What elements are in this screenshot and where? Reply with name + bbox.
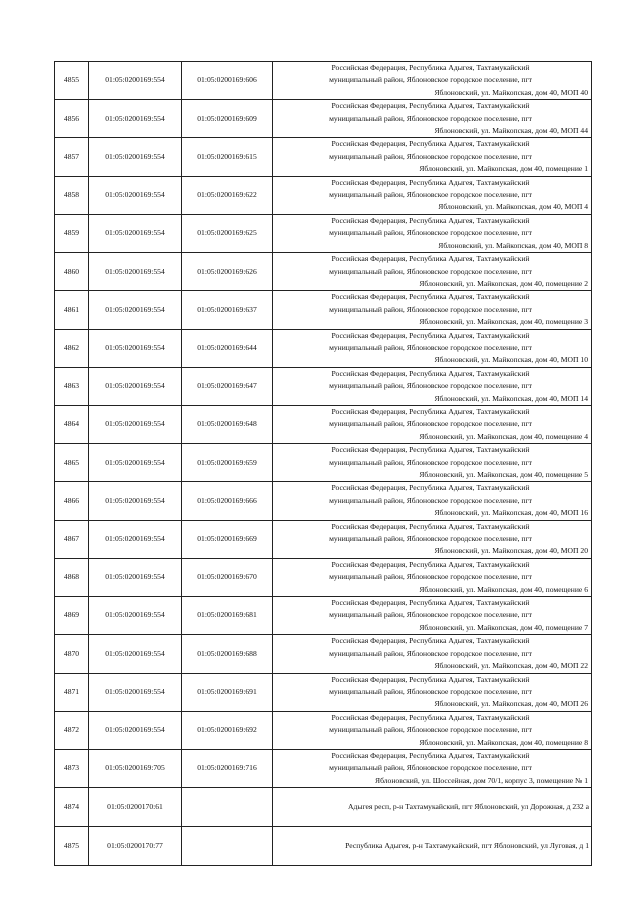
address-line: Яблоновский, ул. Майкопская, дом 40, помещение 5 (419, 470, 588, 479)
address-line: муниципальный район, Яблоновское городское поселение, пгт (329, 610, 532, 620)
address-line: муниципальный район, Яблоновское городское поселение, пгт (329, 725, 532, 735)
table-row (55, 673, 592, 711)
address-line: Российская Федерация, Республика Адыгея, Тахтамукайский (331, 559, 530, 569)
address-line: Российская Федерация, Республика Адыгея, Тахтамукайский (331, 445, 530, 455)
row-number: 4867 (55, 520, 89, 558)
row-number: 4866 (55, 482, 89, 520)
address-cell (273, 291, 592, 329)
parent-cadastral-number: 01:05:0200169:554 (89, 62, 182, 100)
address-cell (273, 329, 592, 367)
address-line: Российская Федерация, Республика Адыгея, Тахтамукайский (331, 636, 530, 646)
address-line: Российская Федерация, Республика Адыгея, Тахтамукайский (331, 63, 530, 72)
address-cell (273, 62, 592, 100)
address-line: муниципальный район, Яблоновское городское поселение, пгт (329, 419, 532, 429)
address-line: муниципальный район, Яблоновское городское поселение, пгт (329, 686, 532, 696)
address-line: муниципальный район, Яблоновское городское поселение, пгт (329, 228, 532, 238)
parent-cadastral-number: 01:05:0200170:77 (89, 827, 182, 866)
child-cadastral-number: 01:05:0200169:669 (182, 520, 273, 558)
address-line: Яблоновский, ул. Майкопская, дом 40, помещение 8 (419, 737, 588, 747)
row-number: 4869 (55, 597, 89, 635)
child-cadastral-number: 01:05:0200169:644 (182, 329, 273, 367)
address-line: Российская Федерация, Республика Адыгея, Тахтамукайский (331, 750, 530, 760)
address-line: Российская Федерация, Республика Адыгея, Тахтамукайский (331, 215, 530, 225)
row-number: 4863 (55, 367, 89, 405)
address-line: Российская Федерация, Республика Адыгея, Тахтамукайский (331, 674, 530, 684)
table-row (55, 100, 592, 138)
address-line: муниципальный район, Яблоновское городское поселение, пгт (329, 190, 532, 200)
child-cadastral-number: 01:05:0200169:688 (182, 635, 273, 673)
table-row (55, 367, 592, 405)
address-cell (273, 520, 592, 558)
table-row (55, 62, 592, 100)
child-cadastral-number: 01:05:0200169:648 (182, 405, 273, 443)
address-line: Российская Федерация, Республика Адыгея, Тахтамукайский (331, 139, 530, 149)
table-row (55, 827, 592, 866)
child-cadastral-number: 01:05:0200169:622 (182, 176, 273, 214)
child-cadastral-number: 01:05:0200169:670 (182, 558, 273, 596)
address-line: Яблоновский, ул. Шоссейная, дом 70/1, корпус 3, помещение № 1 (375, 775, 588, 785)
address-line: Российская Федерация, Республика Адыгея, Тахтамукайский (331, 598, 530, 608)
child-cadastral-number: 01:05:0200169:626 (182, 253, 273, 291)
address-line: Яблоновский, ул. Майкопская, дом 40, помещение 4 (419, 431, 588, 441)
row-number: 4875 (55, 827, 89, 866)
address-line: Яблоновский, ул. Майкопская, дом 40, помещение 2 (419, 278, 588, 288)
child-cadastral-number: 01:05:0200169:692 (182, 711, 273, 749)
parent-cadastral-number: 01:05:0200170:61 (89, 788, 182, 827)
row-number: 4856 (55, 100, 89, 138)
parent-cadastral-number: 01:05:0200169:554 (89, 176, 182, 214)
row-number: 4860 (55, 253, 89, 291)
document-page (54, 61, 589, 866)
address-cell (273, 138, 592, 176)
address-cell (273, 176, 592, 214)
child-cadastral-number: 01:05:0200169:659 (182, 444, 273, 482)
address-line: муниципальный район, Яблоновское городское поселение, пгт (329, 457, 532, 467)
table-row (55, 520, 592, 558)
address-line: муниципальный район, Яблоновское городское поселение, пгт (329, 495, 532, 505)
address-line: Яблоновский, ул. Майкопская, дом 40, МОП 44 (434, 126, 588, 136)
address-line: Российская Федерация, Республика Адыгея, Тахтамукайский (331, 406, 530, 416)
child-cadastral-number: 01:05:0200169:625 (182, 214, 273, 252)
address-line: Российская Федерация, Республика Адыгея, Тахтамукайский (331, 292, 530, 302)
table-row (55, 482, 592, 520)
address-cell: Республика Адыгея, р-н Тахтамукайский, пгт Яблоновский, ул Луговая, д 1 (273, 827, 592, 866)
address-line: муниципальный район, Яблоновское городское поселение, пгт (329, 75, 532, 85)
address-line: муниципальный район, Яблоновское городское поселение, пгт (329, 342, 532, 352)
address-cell: Адыгея респ, р-н Тахтамукайский, пгт Яблоновский, ул Дорожная, д 232 а (273, 788, 592, 827)
row-number: 4871 (55, 673, 89, 711)
address-line: Яблоновский, ул. Майкопская, дом 40, МОП 8 (438, 240, 588, 250)
address-line: Яблоновский, ул. Майкопская, дом 40, МОП 40 (434, 87, 588, 97)
table-row (55, 749, 592, 787)
address-cell (273, 367, 592, 405)
address-line: Яблоновский, ул. Майкопская, дом 40, помещение 6 (419, 584, 588, 594)
address-line: Российская Федерация, Республика Адыгея, Тахтамукайский (331, 368, 530, 378)
child-cadastral-number: 01:05:0200169:666 (182, 482, 273, 520)
address-line: муниципальный район, Яблоновское городское поселение, пгт (329, 648, 532, 658)
parent-cadastral-number: 01:05:0200169:554 (89, 444, 182, 482)
address-line: муниципальный район, Яблоновское городское поселение, пгт (329, 534, 532, 544)
row-number: 4864 (55, 405, 89, 443)
address-cell (273, 558, 592, 596)
parent-cadastral-number: 01:05:0200169:554 (89, 482, 182, 520)
table-row (55, 444, 592, 482)
table-body (55, 62, 592, 866)
address-cell (273, 711, 592, 749)
row-number: 4857 (55, 138, 89, 176)
parent-cadastral-number: 01:05:0200169:554 (89, 405, 182, 443)
address-line: муниципальный район, Яблоновское городское поселение, пгт (329, 381, 532, 391)
child-cadastral-number: 01:05:0200169:691 (182, 673, 273, 711)
parent-cadastral-number: 01:05:0200169:554 (89, 138, 182, 176)
address-line: Российская Федерация, Республика Адыгея, Тахтамукайский (331, 101, 530, 111)
cadastral-table (54, 61, 592, 866)
address-cell (273, 749, 592, 787)
address-line: муниципальный район, Яблоновское городское поселение, пгт (329, 572, 532, 582)
parent-cadastral-number: 01:05:0200169:705 (89, 749, 182, 787)
address-line: Яблоновский, ул. Майкопская, дом 40, МОП 26 (434, 699, 588, 709)
child-cadastral-number: 01:05:0200169:637 (182, 291, 273, 329)
row-number: 4861 (55, 291, 89, 329)
table-row (55, 711, 592, 749)
address-cell (273, 405, 592, 443)
child-cadastral-number (182, 788, 273, 827)
parent-cadastral-number: 01:05:0200169:554 (89, 711, 182, 749)
table-row (55, 788, 592, 827)
table-row (55, 597, 592, 635)
address-line: Яблоновский, ул. Майкопская, дом 40, помещение 3 (419, 317, 588, 327)
address-line: Российская Федерация, Республика Адыгея, Тахтамукайский (331, 330, 530, 340)
address-line: Яблоновский, ул. Майкопская, дом 40, МОП 10 (434, 355, 588, 365)
parent-cadastral-number: 01:05:0200169:554 (89, 558, 182, 596)
child-cadastral-number: 01:05:0200169:615 (182, 138, 273, 176)
table-row (55, 405, 592, 443)
address-line: Яблоновский, ул. Майкопская, дом 40, МОП 16 (434, 508, 588, 518)
address-line: Яблоновский, ул. Майкопская, дом 40, МОП 4 (438, 202, 588, 212)
parent-cadastral-number: 01:05:0200169:554 (89, 520, 182, 558)
address-line: Яблоновский, ул. Майкопская, дом 40, помещение 1 (419, 164, 588, 174)
row-number: 4868 (55, 558, 89, 596)
table-row (55, 214, 592, 252)
parent-cadastral-number: 01:05:0200169:554 (89, 291, 182, 329)
row-number: 4872 (55, 711, 89, 749)
address-line: Российская Федерация, Республика Адыгея, Тахтамукайский (331, 521, 530, 531)
address-line: Российская Федерация, Республика Адыгея, Тахтамукайский (331, 254, 530, 264)
address-line: муниципальный район, Яблоновское городское поселение, пгт (329, 763, 532, 773)
table-row (55, 558, 592, 596)
address-line: Яблоновский, ул. Майкопская, дом 40, МОП 22 (434, 661, 588, 671)
row-number: 4874 (55, 788, 89, 827)
address-line: Российская Федерация, Республика Адыгея, Тахтамукайский (331, 483, 530, 493)
address-cell (273, 482, 592, 520)
parent-cadastral-number: 01:05:0200169:554 (89, 635, 182, 673)
row-number: 4858 (55, 176, 89, 214)
address-line: Российская Федерация, Республика Адыгея, Тахтамукайский (331, 712, 530, 722)
address-line: муниципальный район, Яблоновское городское поселение, пгт (329, 304, 532, 314)
address-cell (273, 673, 592, 711)
table-row (55, 176, 592, 214)
table-row (55, 635, 592, 673)
table-row (55, 253, 592, 291)
parent-cadastral-number: 01:05:0200169:554 (89, 597, 182, 635)
address-line: муниципальный район, Яблоновское городское поселение, пгт (329, 266, 532, 276)
address-cell (273, 597, 592, 635)
table-row (55, 138, 592, 176)
table-row (55, 329, 592, 367)
row-number: 4862 (55, 329, 89, 367)
address-line: Яблоновский, ул. Майкопская, дом 40, МОП 14 (434, 393, 588, 403)
parent-cadastral-number: 01:05:0200169:554 (89, 367, 182, 405)
table-row (55, 291, 592, 329)
parent-cadastral-number: 01:05:0200169:554 (89, 329, 182, 367)
row-number: 4873 (55, 749, 89, 787)
address-cell (273, 444, 592, 482)
address-line: муниципальный район, Яблоновское городское поселение, пгт (329, 151, 532, 161)
address-line: Российская Федерация, Республика Адыгея, Тахтамукайский (331, 177, 530, 187)
child-cadastral-number: 01:05:0200169:609 (182, 100, 273, 138)
address-cell (273, 635, 592, 673)
child-cadastral-number: 01:05:0200169:716 (182, 749, 273, 787)
address-line: Яблоновский, ул. Майкопская, дом 40, помещение 7 (419, 622, 588, 632)
child-cadastral-number (182, 827, 273, 866)
parent-cadastral-number: 01:05:0200169:554 (89, 673, 182, 711)
row-number: 4859 (55, 214, 89, 252)
parent-cadastral-number: 01:05:0200169:554 (89, 253, 182, 291)
row-number: 4865 (55, 444, 89, 482)
child-cadastral-number: 01:05:0200169:647 (182, 367, 273, 405)
address-cell (273, 100, 592, 138)
address-cell (273, 253, 592, 291)
child-cadastral-number: 01:05:0200169:606 (182, 62, 273, 100)
child-cadastral-number: 01:05:0200169:681 (182, 597, 273, 635)
address-line: муниципальный район, Яблоновское городское поселение, пгт (329, 113, 532, 123)
row-number: 4855 (55, 62, 89, 100)
address-line: Яблоновский, ул. Майкопская, дом 40, МОП 20 (434, 546, 588, 556)
address-cell (273, 214, 592, 252)
row-number: 4870 (55, 635, 89, 673)
parent-cadastral-number: 01:05:0200169:554 (89, 100, 182, 138)
parent-cadastral-number: 01:05:0200169:554 (89, 214, 182, 252)
